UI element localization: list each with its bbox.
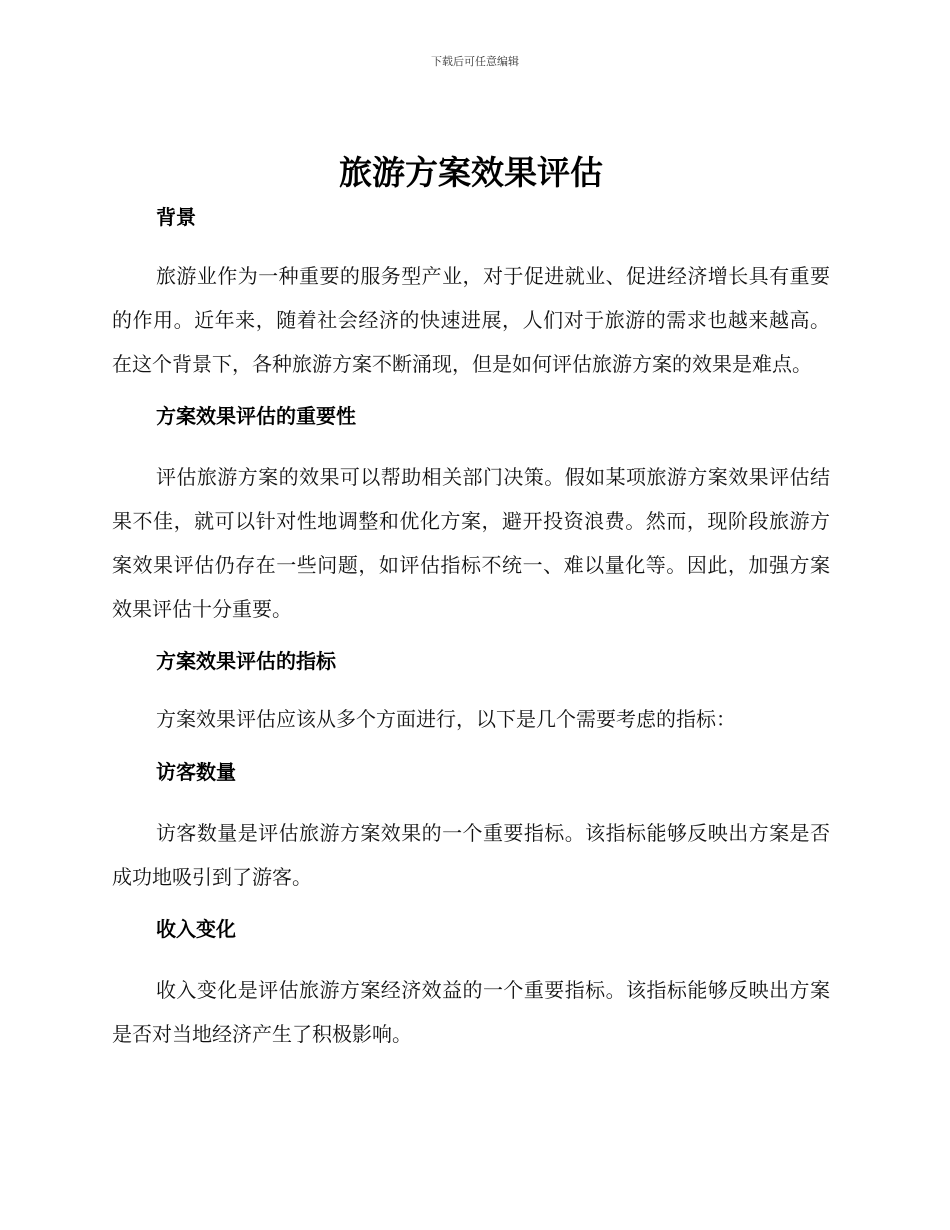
section-heading-revenue-change: 收入变化 [156, 917, 236, 941]
section-paragraph-visitor-count: 访客数量是评估旅游方案效果的一个重要指标。该指标能够反映出方案是否成功地吸引到了游客。 [112, 821, 830, 889]
document-body [112, 150, 830, 1056]
section-heading-indicators: 方案效果评估的指标 [156, 649, 336, 673]
section-paragraph-revenue-change: 收入变化是评估旅游方案经济效益的一个重要指标。该指标能够反映出方案是否对当地经济产生了积极影响。 [112, 978, 830, 1046]
page-header-note: 下载后可任意编辑 [431, 55, 519, 68]
section-paragraph-indicators: 方案效果评估应该从多个方面进行，以下是几个需要考虑的指标： [156, 707, 736, 731]
section-paragraph-importance: 评估旅游方案的效果可以帮助相关部门决策。假如某项旅游方案效果评估结果不佳，就可以针对性地调整和优化方案，避开投资浪费。然而，现阶段旅游方案效果评估仍存在一些问题，如评估指标不统一、难以量化等。因此，加强方案效果评估十分重要。 [112, 465, 830, 621]
document-title: 旅游方案效果评估 [339, 153, 603, 192]
section-heading-background: 背景 [156, 205, 196, 229]
section-heading-importance: 方案效果评估的重要性 [156, 404, 356, 428]
section-paragraph-background: 旅游业作为一种重要的服务型产业，对于促进就业、促进经济增长具有重要的作用。近年来，随着社会经济的快速进展，人们对于旅游的需求也越来越高。在这个背景下，各种旅游方案不断涌现，但是如何评估旅游方案的效果是难点。 [112, 264, 830, 376]
section-heading-visitor-count: 访客数量 [156, 760, 236, 784]
